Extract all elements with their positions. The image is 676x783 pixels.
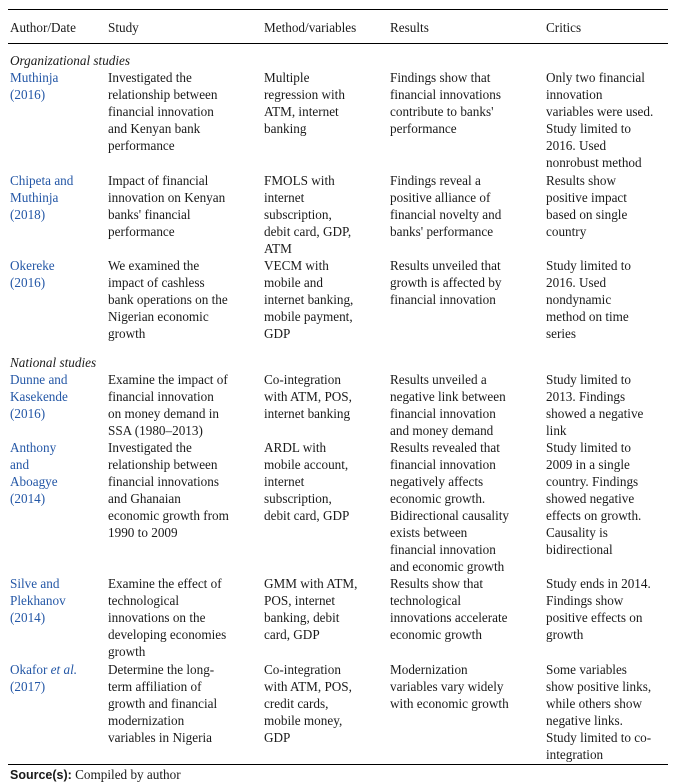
row-study: Investigated the relationship between financial innovation and Kenyan bank performance (108, 70, 218, 153)
row-author-link[interactable]: Okereke (2016) (10, 258, 55, 290)
row-study: Examine the effect of technological innovations on the developing economies growth (108, 576, 227, 659)
author-surname: Okafor (10, 662, 48, 677)
row-method: ARDL with mobile account, internet subscription, debit card, GDP (264, 440, 350, 523)
row-study: We examined the impact of cashless bank operations on the Nigerian economic growth (108, 258, 228, 341)
header-study: Study (108, 20, 139, 35)
header-author-date: Author/Date (10, 20, 76, 35)
row-critics: Some variables show positive links, while others show negative links. Study limited to co- integration (546, 662, 652, 762)
row-method: GMM with ATM, POS, internet banking, debit card, GDP (264, 576, 358, 642)
row-author-link[interactable]: Muthinja (2016) (10, 70, 59, 102)
source-label: Source(s): (10, 768, 72, 782)
row-study: Impact of financial innovation on Kenyan banks' financial performance (108, 173, 226, 239)
row-critics: Study limited to 2016. Used nondynamic method on time series (546, 258, 631, 341)
row-results: Findings show that financial innovations contribute to banks' performance (390, 70, 501, 136)
header-method-variables: Method/variables (264, 20, 357, 35)
row-author-link[interactable]: Anthony and Aboagye (2014) (10, 440, 58, 506)
author-year: (2017) (10, 679, 46, 694)
row-critics: Study ends in 2014. Findings show positive effects on growth (546, 576, 651, 642)
row-method: Multiple regression with ATM, internet banking (264, 70, 345, 136)
row-results: Findings reveal a positive alliance of financial novelty and banks' performance (390, 173, 502, 239)
row-study: Determine the long- term affiliation of growth and financial modernization variables in Nigeria (108, 662, 218, 745)
row-results: Results unveiled a negative link between financial innovation and money demand (390, 372, 506, 438)
row-method: VECM with mobile and internet banking, mobile payment, GDP (264, 258, 354, 341)
row-author-link[interactable]: Silve and Plekhanov (2014) (10, 576, 66, 625)
row-results: Modernization variables vary widely with economic growth (390, 662, 509, 711)
row-results: Results unveiled that growth is affected by financial innovation (390, 258, 502, 307)
row-author-link[interactable] (10, 661, 108, 695)
row-results: Results revealed that financial innovation negatively affects economic growth. Bidirectional causality exists between financial innovation and economic growth (390, 440, 510, 574)
row-method: Co-integration with ATM, POS, credit cards, mobile money, GDP (264, 662, 352, 745)
row-method: FMOLS with internet subscription, debit card, GDP, ATM (264, 173, 352, 256)
source-text: Compiled by author (75, 767, 181, 782)
row-critics: Only two financial innovation variables were used. Study limited to 2016. Used nonrobust method (546, 70, 654, 170)
section-title-organizational: Organizational studies (10, 53, 131, 68)
table-bottom-rule (8, 764, 668, 765)
row-author-link[interactable]: Dunne and Kasekende (2016) (10, 372, 68, 421)
row-results: Results show that technological innovations accelerate economic growth (390, 576, 508, 642)
row-method: Co-integration with ATM, POS, internet banking (264, 372, 352, 421)
section-title-national: National studies (10, 355, 97, 370)
row-critics: Study limited to 2009 in a single country. Findings showed negative effects on growth. Causality is bidirectional (546, 440, 642, 557)
row-study: Examine the impact of financial innovation on money demand in SSA (1980–2013) (108, 372, 228, 438)
header-results: Results (390, 20, 429, 35)
table-header-rule (8, 43, 668, 44)
header-critics: Critics (546, 20, 582, 35)
row-study: Investigated the relationship between financial innovations and Ghanaian economic growth from 1990 to 2009 (108, 440, 229, 540)
author-et-al: et al. (50, 662, 78, 677)
row-critics: Results show positive impact based on single country (546, 173, 628, 239)
table-top-rule (8, 9, 668, 10)
row-critics: Study limited to 2013. Findings showed a negative link (546, 372, 644, 438)
table-source-note (10, 767, 181, 783)
row-author-link[interactable]: Chipeta and Muthinja (2018) (10, 173, 74, 222)
